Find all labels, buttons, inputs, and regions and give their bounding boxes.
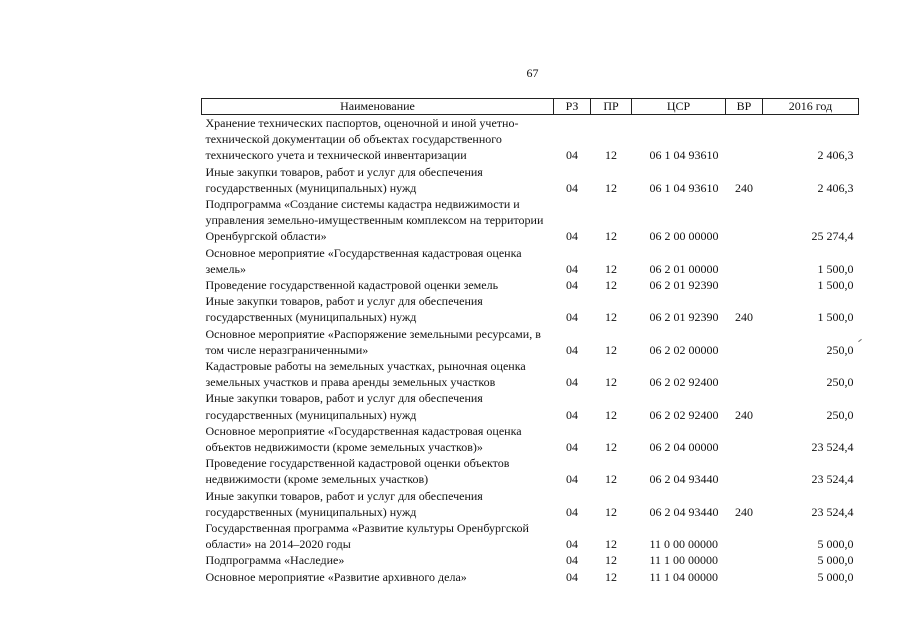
cell-name: Подпрограмма «Создание системы кадастра недвижимости и управления земельно-имущественным комплексом на территории Оренбургской области» [205,197,544,244]
cell-amount: 23 524,4 [811,440,854,455]
table-row [202,326,859,358]
cell-amount: 2 406,3 [817,180,854,195]
cell-vr [726,423,763,455]
cell-rz: 04 [566,180,578,195]
cell-csr: 06 2 04 93440 [649,472,719,487]
cell-vr [726,552,763,568]
cell-vr [726,277,763,293]
table-row [202,390,859,422]
table-body [202,115,859,585]
budget-table [201,98,859,585]
table-row [202,164,859,196]
table-row [202,520,859,552]
table-row [202,455,859,487]
table-header [202,99,859,115]
cell-csr: 11 1 04 00000 [649,569,719,584]
cell-csr: 06 2 02 92400 [649,375,719,390]
cell-vr [726,245,763,277]
cell-rz: 04 [566,148,578,163]
cell-amount: 23 524,4 [811,504,854,519]
cell-name: Иные закупки товаров, работ и услуг для обеспечения государственных (муниципальных) нужд [205,294,483,325]
cell-pr: 12 [605,553,617,568]
cell-vr [726,455,763,487]
cell-csr: 06 2 04 93440 [649,504,719,519]
cell-amount: 5 000,0 [817,553,854,568]
cell-vr [726,196,763,245]
cell-vr: 240 [735,407,753,422]
cell-csr: 11 1 00 00000 [649,553,719,568]
cell-amount: 250,0 [826,375,854,390]
cell-amount: 1 500,0 [817,278,854,293]
cell-csr: 11 0 00 00000 [649,537,719,552]
cell-rz: 04 [566,440,578,455]
cell-name: Основное мероприятие «Распоряжение земельными ресурсами, в том числе неразграниченными» [205,326,541,357]
cell-vr [726,520,763,552]
table-row [202,115,859,164]
cell-name: Проведение государственной кадастровой оценки объектов недвижимости (кроме земельных участков) [205,456,510,487]
cell-csr: 06 1 04 93610 [649,148,719,163]
cell-name: Иные закупки товаров, работ и услуг для обеспечения государственных (муниципальных) нужд [205,391,483,422]
cell-pr: 12 [605,375,617,390]
cell-vr [726,358,763,390]
cell-vr [726,115,763,164]
cell-name: Подпрограмма «Наследие» [205,553,345,568]
cell-csr: 06 2 01 92390 [649,310,719,325]
cell-rz: 04 [566,375,578,390]
cell-csr: 06 2 00 00000 [649,229,719,244]
cell-amount: 23 524,4 [811,472,854,487]
table-row [202,358,859,390]
cell-amount: 25 274,4 [811,229,854,244]
column-header-rz: РЗ [554,99,591,115]
column-header-year: 2016 год [763,99,859,115]
table-row [202,245,859,277]
cell-csr: 06 2 04 00000 [649,440,719,455]
cell-pr: 12 [605,261,617,276]
page-number: 67 [526,66,539,80]
cell-vr [726,326,763,358]
cell-pr: 12 [605,180,617,195]
margin-mark [858,339,862,342]
cell-rz: 04 [566,310,578,325]
table-row [202,293,859,325]
cell-name: Иные закупки товаров, работ и услуг для обеспечения государственных (муниципальных) нужд [205,164,483,195]
table-row [202,488,859,520]
table-row [202,552,859,568]
cell-pr: 12 [605,342,617,357]
cell-pr: 12 [605,229,617,244]
cell-name: Основное мероприятие «Государственная кадастровая оценка земель» [205,245,522,276]
cell-pr: 12 [605,278,617,293]
cell-name: Государственная программа «Развитие культуры Оренбургской области» на 2014–2020 годы [205,521,529,552]
cell-pr: 12 [605,310,617,325]
cell-csr: 06 2 02 00000 [649,342,719,357]
cell-rz: 04 [566,504,578,519]
cell-csr: 06 2 01 92390 [649,278,719,293]
cell-csr: 06 2 01 00000 [649,261,719,276]
table-row [202,277,859,293]
cell-amount: 250,0 [826,407,854,422]
cell-rz: 04 [566,407,578,422]
column-header-csr: ЦСР [632,99,726,115]
cell-rz: 04 [566,261,578,276]
cell-name: Кадастровые работы на земельных участках, рыночная оценка земельных участков и права аренды земельных участков [205,359,526,390]
cell-amount: 5 000,0 [817,569,854,584]
cell-rz: 04 [566,278,578,293]
cell-amount: 5 000,0 [817,537,854,552]
column-header-name: Наименование [202,99,554,115]
cell-name: Проведение государственной кадастровой оценки земель [205,278,499,293]
cell-pr: 12 [605,148,617,163]
cell-vr: 240 [735,310,753,325]
column-header-pr: ПР [591,99,632,115]
cell-rz: 04 [566,229,578,244]
cell-pr: 12 [605,537,617,552]
table-row [202,569,859,585]
cell-name: Хранение технических паспортов, оценочной и иной учетно-технической документации об объектах государственного технического учета и технической инвентаризации [205,116,519,163]
cell-rz: 04 [566,553,578,568]
cell-vr: 240 [735,504,753,519]
cell-amount: 250,0 [826,342,854,357]
cell-rz: 04 [566,342,578,357]
cell-name: Основное мероприятие «Развитие архивного дела» [205,569,467,584]
cell-name: Иные закупки товаров, работ и услуг для обеспечения государственных (муниципальных) нужд [205,488,483,519]
cell-amount: 1 500,0 [817,261,854,276]
cell-amount: 2 406,3 [817,148,854,163]
column-header-vr: ВР [726,99,763,115]
cell-csr: 06 2 02 92400 [649,407,719,422]
cell-amount: 1 500,0 [817,310,854,325]
cell-pr: 12 [605,569,617,584]
table-row [202,196,859,245]
cell-csr: 06 1 04 93610 [649,180,719,195]
cell-name: Основное мероприятие «Государственная кадастровая оценка объектов недвижимости (кроме земельных участков)» [205,423,522,455]
cell-rz: 04 [566,569,578,584]
table-row [202,423,859,455]
cell-pr: 12 [605,440,617,455]
cell-rz: 04 [566,472,578,487]
cell-vr: 240 [735,180,753,195]
cell-pr: 12 [605,472,617,487]
cell-pr: 12 [605,504,617,519]
cell-vr [726,569,763,585]
cell-rz: 04 [566,537,578,552]
cell-pr: 12 [605,407,617,422]
